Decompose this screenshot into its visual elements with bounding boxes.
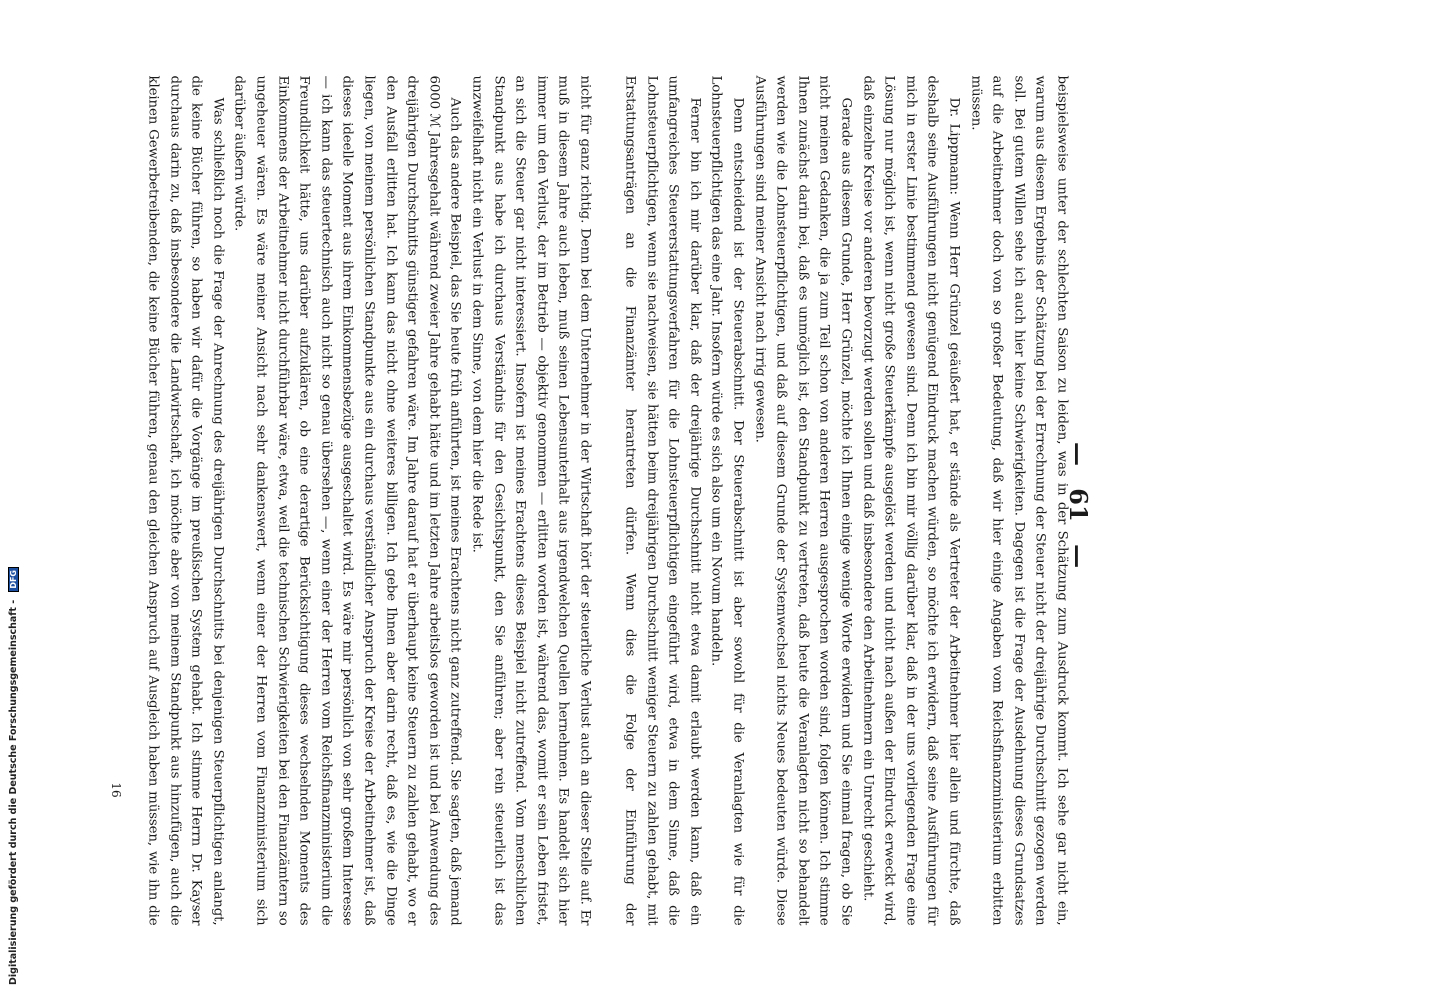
dash-left: — (1064, 441, 1093, 466)
dfg-logo: DFG (8, 567, 19, 592)
dash-right: — (1064, 544, 1093, 569)
digitization-text: Digitalisierung gefördert durch die Deutsche Forschungsgemeinschaft - (8, 599, 19, 985)
column-one-paragraph-2: Auch das andere Beispiel, das Sie heute früh anführten, ist meines Erachtens nicht ganz zutreffend. Sie sagten, daß jemand 6000 ℳ Jahresgehalt während zweier Jahre gehabt hätte und im letzten Jahre arbeitslos geworden ist und bei Anwendung des dreijährigen Durchschnitts günstiger gefahren wäre. Im Jahre darauf hat er überhaupt keine Steuern zu zahlen gehabt, wo er den Ausfall erlitten hat. Ich kann das nicht ohne weiteres billigen. Ich gebe Ihnen aber darin recht, daß es, wie die Dinge liegen, von meinem persönlichen Standpunkte aus ein durchaus verständlicher Anspruch der Kreise der Arbeitnehmer ist, daß dieses ideelle Moment aus ihrem Einkommensbezüge ausgeschaltet wird. Es wäre mir persönlich von sehr großem Interesse — ich kann das steuertechnisch auch nicht so genau übersehen —, wenn einer der Herren vom Reichsfinanzministerium die Freundlichkeit hätte, uns darüber aufzuklären, ob eine derartige Berücksichtigung dieses wechselnden Moments des Einkommens der Arbeitnehmer nicht durchführbar wäre, etwa, weil die technischen Schwierigkeiten bei den Finanzämtern so ungeheuer wären. Es wäre meiner Ansicht nach sehr dankenswert, wenn einer der Herren vom Finanzministerium sich darüber äußern würde. (232, 75, 463, 926)
column-two-paragraph-1: beispielsweise unter der schlechten Saison zu leiden, was in der Schätzung zum Ausdruck kommt. Ich sehe gar nicht ein, warum aus diesem Ergebnis der Schätzung bei der Errechnung der Steuer nicht der dreijährige Durchschnitt gezogen werden soll. Bei gutem Willen sehe ich auch hier keine Schwierigkeiten. Dagegen ist die Frage der Ausdehnung dieses Grundsatzes auf die Arbeitnehmer doch von so großer Bedeutung, daß wir hier einige Angaben vom Reichsfinanzministerium erbitten müssen. (968, 75, 1070, 926)
column-two-paragraph-2: Dr. Lippmann: Wenn Herr Grünzel geäußert hat, er stände als Vertreter der Arbeitnehmer hier allein und fürchte, daß deshalb seine Ausführungen nicht genügend Eindruck machen würden, so möchte ich erwidern, daß seine Ausführungen für mich in erster Linie bestimmend gewesen sind. Denn ich bin mir völlig darüber klar, daß in der uns vorliegenden Frage eine Lösung nur möglich ist, wenn nicht große Steuerkämpfe ausgelöst werden und nicht nach außen der Eindruck erweckt wird, daß einzelne Kreise vor anderen bevorzugt werden sollen und daß insbesondere den Arbeitnehmern ein Unrecht geschieht. (860, 75, 962, 926)
column-two-paragraph-5: Ferner bin ich mir darüber klar, daß der dreijährige Durchschnitt nicht etwa damit erlaubt werden kann, daß ein umfangreiches Steuererstattungsverfahren für die Lohnsteuerpflichtigen eingeführt wird, etwa in dem Sinne, daß die Lohnsteuerpflichtigen, wenn sie nachweisen, sie hätten beim dreijährigen Durchschnitt weniger Steuern zu zahlen gehabt, mit Erstattungsanträgen an die Finanzämter herantreten dürfen. Wenn dies die Folge der Einführung der (622, 75, 703, 926)
column-one-paragraph-3: Was schließlich noch die Frage der Anrechnung des dreijährigen Durchschnitts bei denjenigen Steuerpflichtigen anlangt, die keine Bücher führen, so haben wir dafür die Vorgänge im preußischen System gehabt. Ich stimme Herrn Dr. Kayser durchaus darin zu, daß insbesondere die Landwirtschaft, ich möchte aber von meinem Standpunkt aus hinzufügen, auch die kleinen Gewerbetreibenden, die keine Bücher führen, genau den gleichen Anspruch auf Ausgleich haben müssen, wie ihn die (145, 75, 226, 926)
sheet-number: 16 (109, 782, 123, 798)
column-two-paragraph-3: Gerade aus diesem Grunde, Herr Grünzel, möchte ich Ihnen einige wenige Worte erwidern und Sie einmal fragen, ob Sie nicht meinen Gedanken, die ja zum Teil schon von anderen Herren ausgesprochen worden sind, folgen können. Ich stimme Ihnen zunächst darin bei, daß es unmöglich ist, den Standpunkt zu vertreten, daß heute die Veranlagten nicht so behandelt werden wie die Lohnsteuerpflichtigen, und daß auf diesem Grunde der Systemwechsel nichts Neues bedeuten würde. Diese Ausführungen sind meiner Ansicht nach irrig gewesen. (752, 75, 854, 926)
column-one-paragraph-1: nicht für ganz richtig. Denn bei dem Unternehmer in der Wirtschaft hört der steuerliche Verlust auch an dieser Stelle auf. Er muß in diesem Jahre auch leben, muß seinen Lebensunterhalt aus irgendwelchen Quellen hernehmen. Es handelt sich hier immer um den Verlust, der im Betrieb — objektiv genommen — erlitten worden ist, während das, womit er sein Leben fristet, an sich die Steuer gar nicht interessiert. Insofern ist meines Erachtens dieses Beispiel nicht zutreffend. Vom menschlichen Standpunkt aus habe ich durchaus Verständnis für den Gesichtspunkt, den Sie anführen; aber rein steuerlich ist das unzweifelhaft nicht ein Verlust in dem Sinne, von dem hier die Rede ist. (469, 75, 593, 926)
column-one (141, 76, 596, 926)
column-two-text (618, 76, 1073, 926)
page-number: 61 (1064, 488, 1093, 522)
column-two-paragraph-4: Denn entscheidend ist der Steuerabschnitt. Der Steuerabschnitt ist aber sowohl für die Veranlagten wie für die Lohnsteuerpflichtigen das eine Jahr. Insofern würde es sich also um ein Novum handeln. (709, 75, 746, 926)
